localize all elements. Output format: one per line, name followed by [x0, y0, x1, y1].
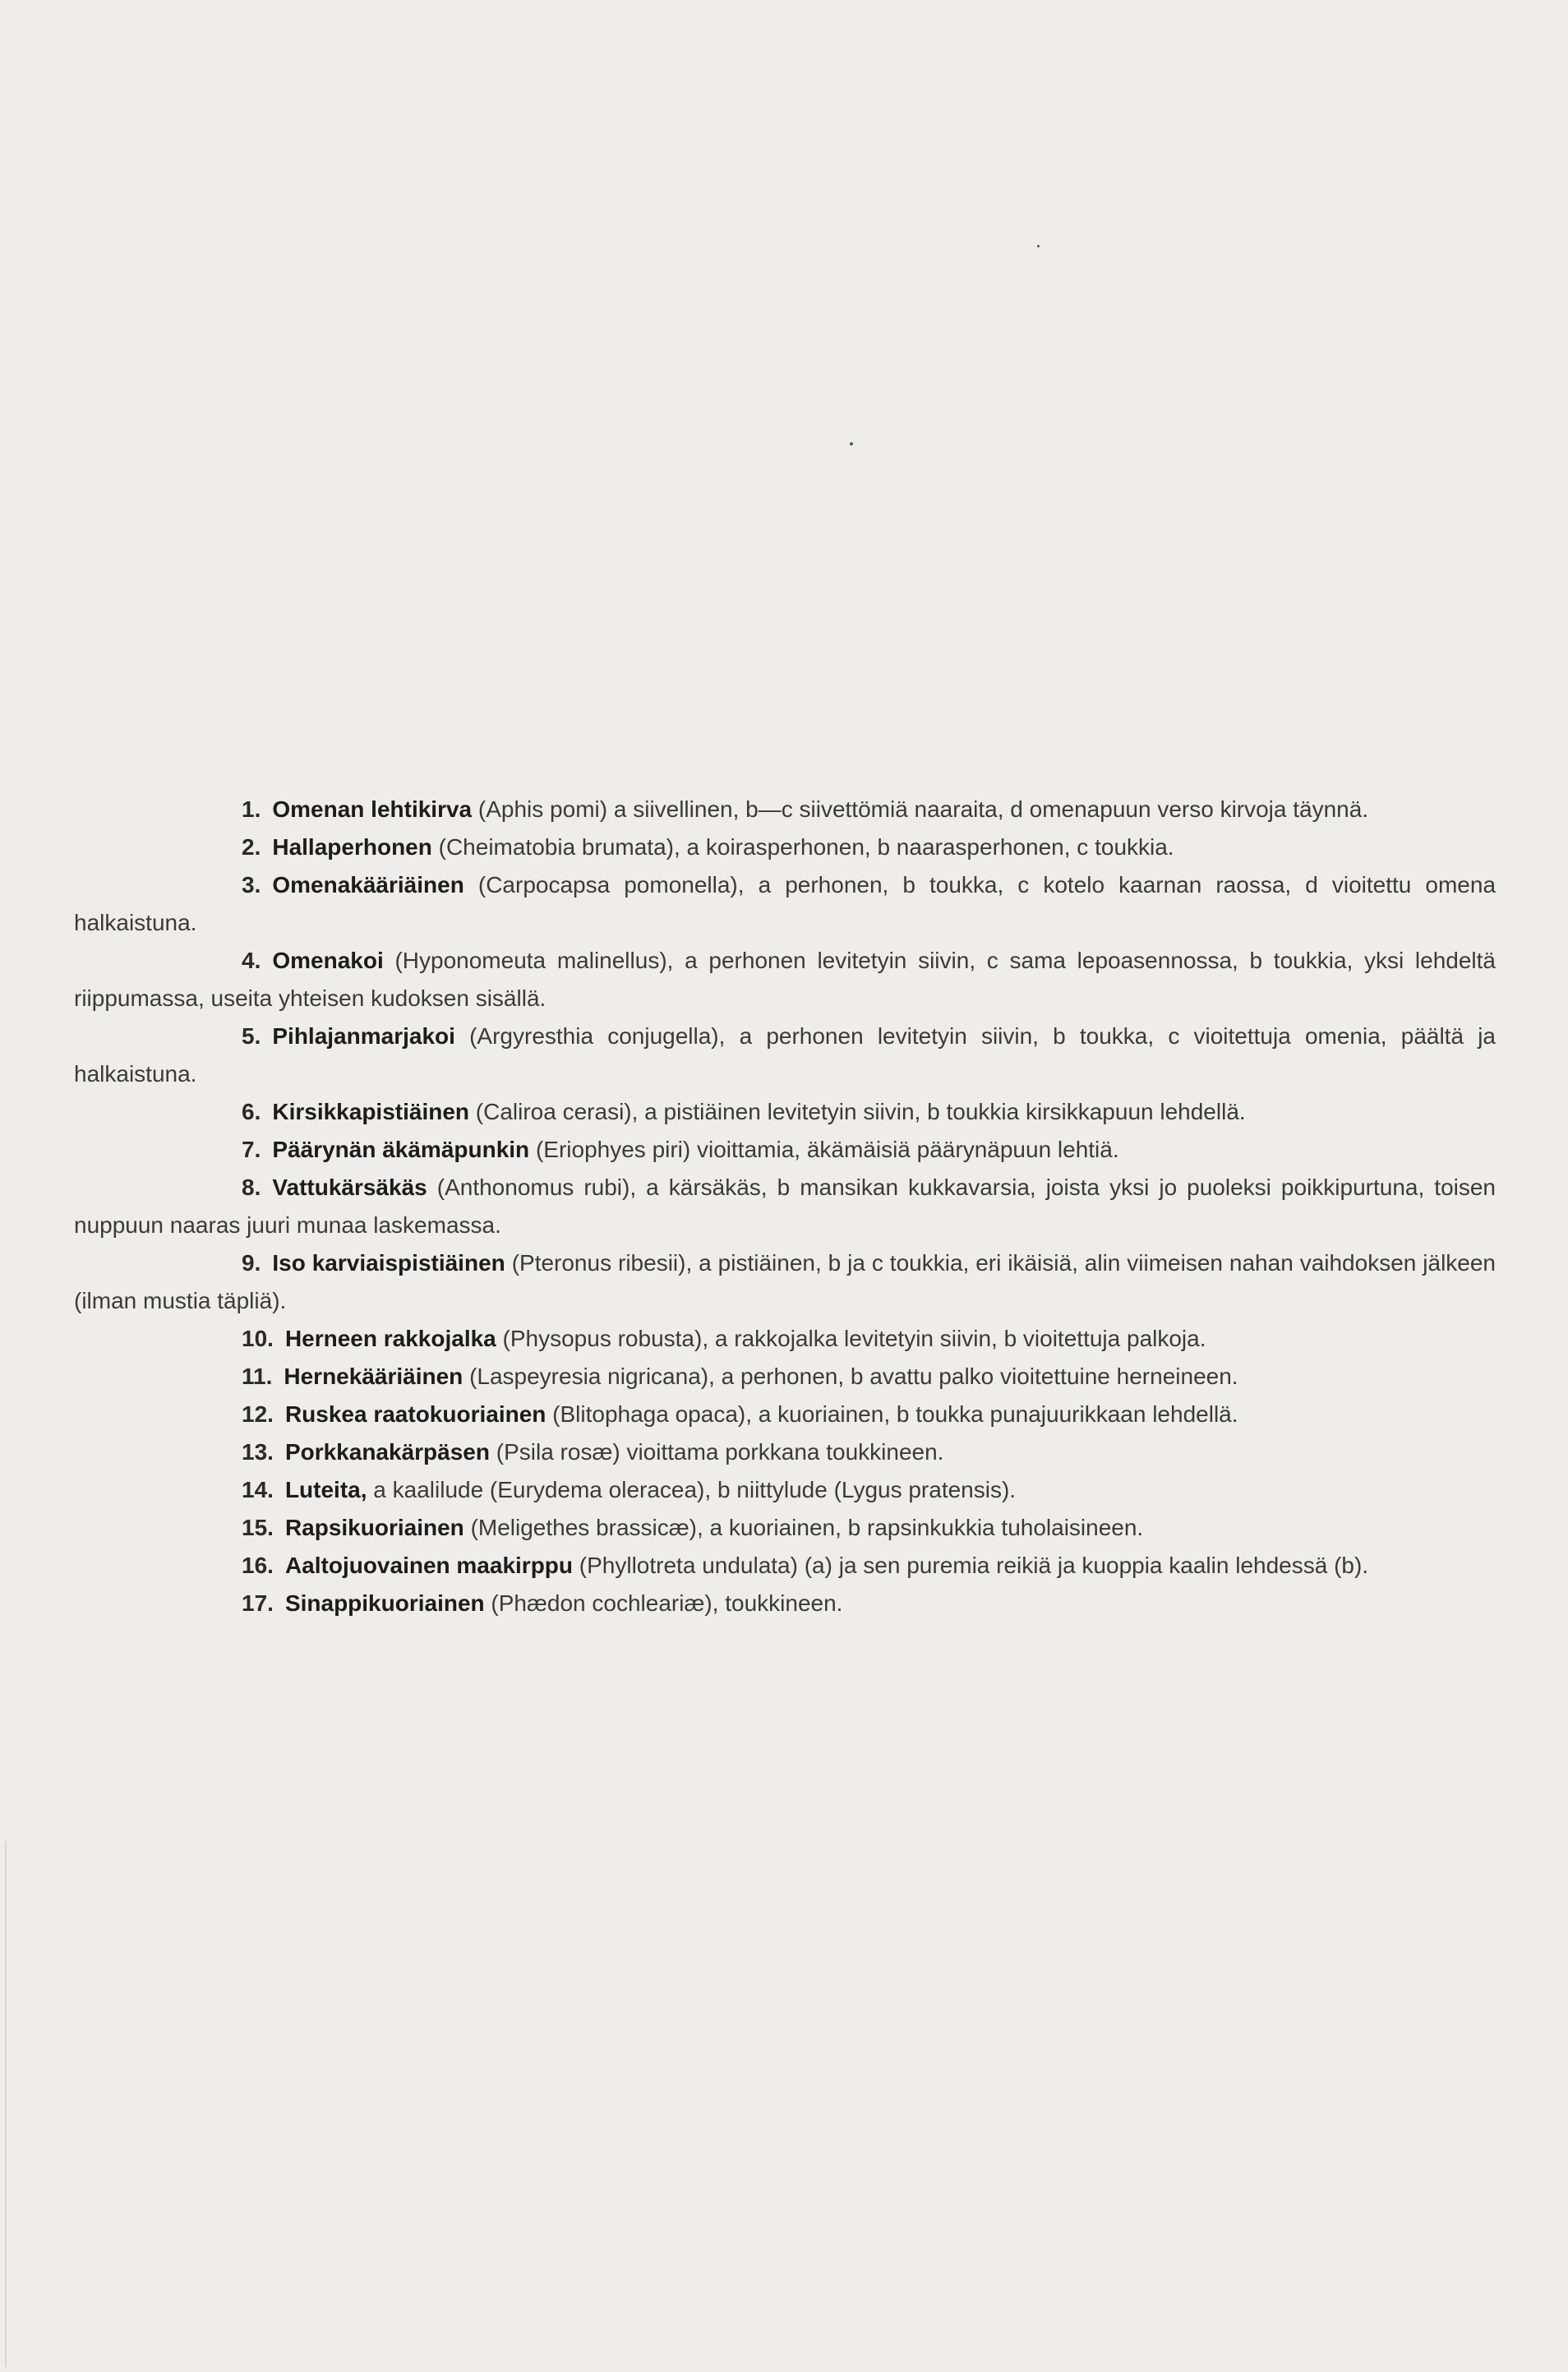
species-name: Hernekääriäinen: [284, 1364, 463, 1389]
caption-description: (Anthonomus rubi), a kärsäkäs, b mansikan kukkavarsia, joista yksi jo puoleksi poikkipurtuna, toisen nuppuun naaras juuri munaa laskemassa.: [74, 1174, 1496, 1238]
caption-entry: [74, 1093, 1496, 1131]
caption-entry: [74, 1320, 1496, 1358]
caption-description: (Cheimatobia brumata), a koirasperhonen, b naarasperhonen, c toukkia.: [438, 834, 1174, 860]
species-name: Ruskea raatokuoriainen: [284, 1401, 546, 1427]
caption-entry: [74, 866, 1496, 942]
species-name: Päärynän äkämäpunkin: [272, 1137, 530, 1162]
caption-number: 6.: [242, 1099, 261, 1124]
caption-entry: [74, 1358, 1496, 1396]
caption-description: (Blitophaga opaca), a kuoriainen, b toukka punajuurikkaan lehdellä.: [552, 1401, 1238, 1427]
species-name: Iso karviaispistiäinen: [272, 1250, 505, 1276]
caption-entry: [74, 828, 1496, 866]
caption-number: 15.: [242, 1515, 274, 1540]
caption-entry: [74, 1547, 1496, 1585]
caption-entry: [74, 1471, 1496, 1509]
caption-number: 13.: [242, 1439, 274, 1465]
caption-description: (Aphis pomi) a siivellinen, b—c siivettömiä naaraita, d omenapuun verso kirvoja täynnä.: [477, 796, 1369, 822]
caption-entry: [74, 942, 1496, 1018]
paper-speck: [1037, 245, 1040, 247]
caption-description: (Argyresthia conjugella), a perhonen levitetyin siivin, b toukka, c vioitettuja omenia, päältä ja halkaistuna.: [74, 1023, 1496, 1087]
paper-speck: [850, 442, 853, 445]
caption-description: (Laspeyresia nigricana), a perhonen, b avattu palko vioitettuine herneineen.: [469, 1364, 1238, 1389]
caption-number: 2.: [242, 834, 261, 860]
caption-number: 5.: [242, 1023, 261, 1049]
caption-description: (Carpocapsa pomonella), a perhonen, b toukka, c kotelo kaarnan raossa, d vioitettu omena halkaistuna.: [74, 872, 1497, 935]
caption-number: 14.: [242, 1477, 274, 1502]
caption-entry: [74, 1509, 1496, 1547]
caption-entry: [74, 1244, 1496, 1320]
caption-number: 8.: [242, 1174, 261, 1200]
caption-number: 12.: [242, 1401, 274, 1427]
species-name: Rapsikuoriainen: [284, 1515, 464, 1540]
species-name: Aaltojuovainen maakirppu: [284, 1553, 574, 1578]
caption-number: 11.: [242, 1364, 273, 1389]
species-name: Herneen rakkojalka: [284, 1326, 496, 1351]
species-name: Pihlajanmarjakoi: [272, 1023, 455, 1049]
caption-entry: [74, 1169, 1496, 1244]
caption-description: (Eriophyes piri) vioittamia, äkämäisiä päärynäpuun lehtiä.: [535, 1137, 1119, 1162]
species-name: Porkkanakärpäsen: [284, 1439, 490, 1465]
caption-description: (Meligethes brassicæ), a kuoriainen, b rapsinkukkia tuholaisineen.: [470, 1515, 1144, 1540]
caption-description: (Phyllotreta undulata) (a) ja sen puremia reikiä ja kuoppia kaalin lehdessä (b).: [579, 1553, 1369, 1578]
caption-description: (Hyponomeuta malinellus), a perhonen levitetyin siivin, c sama lepoasennossa, b toukkia, yksi lehdeltä riippumassa, useita yhteisen kudoksen sisällä.: [74, 948, 1497, 1011]
species-name: Omenakoi: [272, 948, 384, 973]
caption-number: 7.: [242, 1137, 261, 1162]
caption-description: (Caliroa cerasi), a pistiäinen levitetyin siivin, b toukkia kirsikkapuun lehdellä.: [475, 1099, 1246, 1124]
caption-number: 9.: [242, 1250, 261, 1276]
caption-number: 10.: [242, 1326, 274, 1351]
species-name: Kirsikkapistiäinen: [272, 1099, 470, 1124]
caption-number: 17.: [242, 1590, 274, 1616]
caption-description: (Physopus robusta), a rakkojalka levitetyin siivin, b vioitettuja palkoja.: [502, 1326, 1206, 1351]
caption-entry: [74, 1018, 1496, 1093]
species-name: Luteita,: [284, 1477, 367, 1502]
caption-entry: [74, 1131, 1496, 1169]
caption-description: (Psila rosæ) vioittama porkkana toukkineen.: [496, 1439, 944, 1465]
caption-entry: [74, 1433, 1496, 1471]
caption-entry: [74, 1396, 1496, 1433]
caption-number: 3.: [242, 872, 261, 898]
caption-list: [74, 791, 1496, 1622]
caption-entry: [74, 791, 1496, 828]
caption-entry: [74, 1585, 1496, 1622]
species-name: Omenan lehtikirva: [272, 796, 473, 822]
species-name: Omenakääriäinen: [272, 872, 464, 898]
species-name: Hallaperhonen: [272, 834, 432, 860]
paper-edge-mark: [5, 1841, 7, 2367]
species-name: Sinappikuoriainen: [284, 1590, 485, 1616]
caption-description: (Phædon cochleariæ), toukkineen.: [491, 1590, 843, 1616]
caption-description: a kaalilude (Eurydema oleracea), b niittylude (Lygus pratensis).: [373, 1477, 1017, 1502]
caption-number: 16.: [242, 1553, 274, 1578]
caption-number: 1.: [242, 796, 261, 822]
caption-description: (Pteronus ribesii), a pistiäinen, b ja c toukkia, eri ikäisiä, alin viimeisen nahan vaihdoksen jälkeen (ilman mustia täpliä).: [74, 1250, 1497, 1313]
species-name: Vattukärsäkäs: [272, 1174, 427, 1200]
caption-number: 4.: [242, 948, 261, 973]
